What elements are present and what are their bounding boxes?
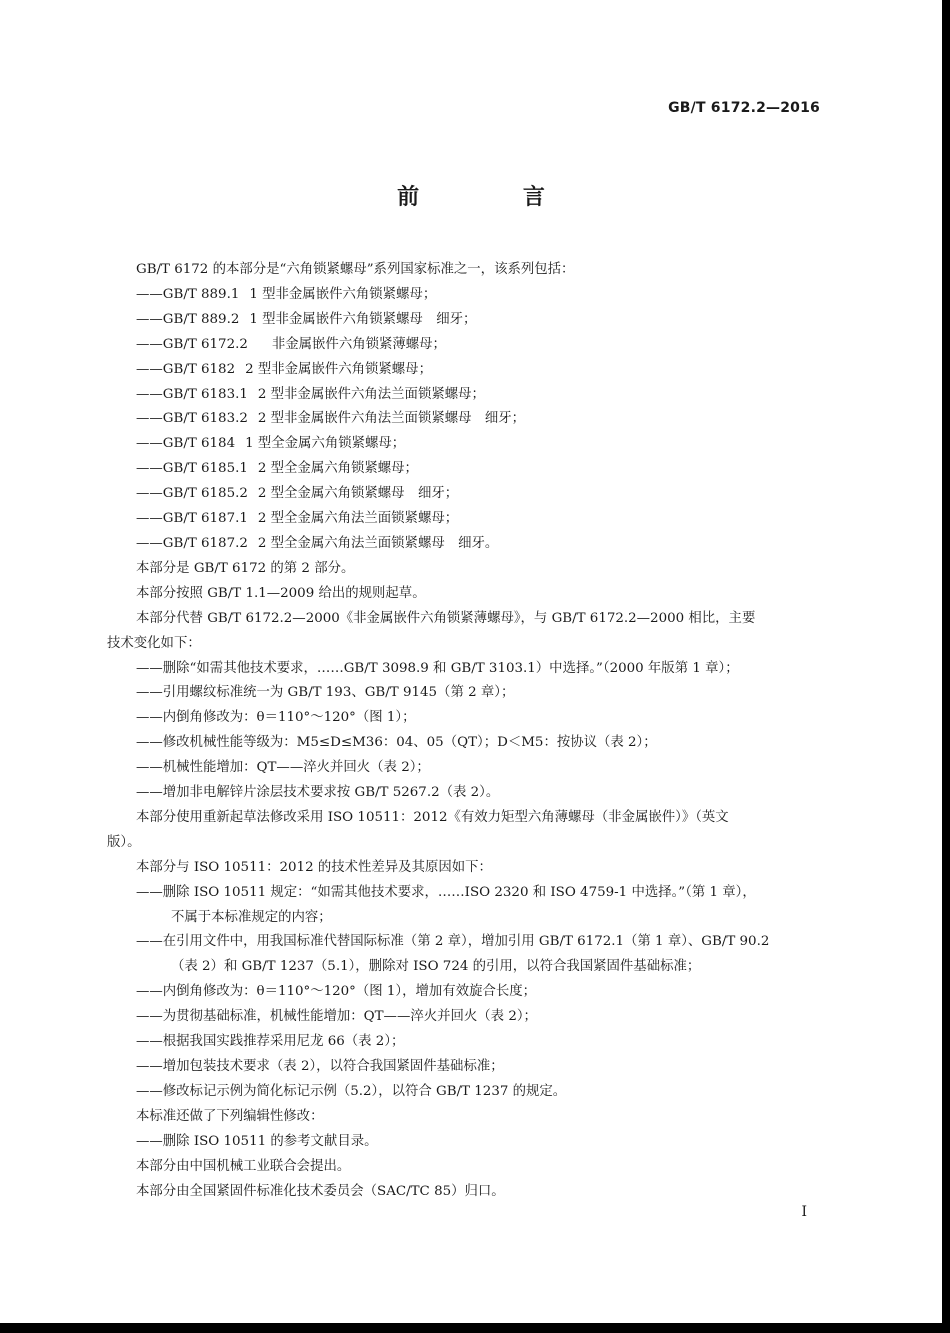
- list-item: ——在引用文件中，用我国标准代替国际标准（第 2 章），增加引用 GB/T 6172.1（第 1 章）、GB/T 90.2: [136, 934, 770, 950]
- list-item: ——GB/T 6185.2 2 型全金属六角锁紧螺母 细牙；: [136, 486, 459, 502]
- list-item: ——引用螺纹标准统一为 GB/T 193、GB/T 9145（第 2 章）；: [136, 685, 515, 701]
- standard-code: GB/T 6172.2—2016: [668, 100, 820, 116]
- list-item: ——增加包装技术要求（表 2），以符合我国紧固件基础标准；: [136, 1059, 504, 1074]
- list-item: ——GB/T 6183.1 2 型非金属嵌件六角法兰面锁紧螺母；: [136, 386, 485, 402]
- list-item: ——删除“如需其他技术要求，……GB/T 3098.9 和 GB/T 3103.1）中选择。”（2000 年版第 1 章）；: [136, 660, 739, 676]
- intro-paragraph: GB/T 6172 的本部分是“六角锁紧螺母”系列国家标准之一，该系列包括：: [136, 262, 575, 277]
- replaces-paragraph-line1: 本部分代替 GB/T 6172.2—2000《非金属嵌件六角锁紧薄螺母》，与 GB/T 6172.2—2000 相比，主要: [136, 610, 756, 626]
- list-item: ——增加非电解锌片涂层技术要求按 GB/T 5267.2（表 2）。: [136, 785, 500, 801]
- part-of-paragraph: 本部分是 GB/T 6172 的第 2 部分。: [136, 560, 355, 576]
- list-item: ——GB/T 889.1 1 型非金属嵌件六角锁紧螺母；: [136, 286, 437, 302]
- list-item: ——GB/T 6184 1 型全金属六角锁紧螺母；: [136, 436, 406, 452]
- list-item: ——GB/T 6182 2 型非金属嵌件六角锁紧螺母；: [136, 361, 432, 377]
- list-item: ——GB/T 6185.1 2 型全金属六角锁紧螺母；: [136, 461, 418, 477]
- list-item: ——根据我国实践推荐采用尼龙 66（表 2）；: [136, 1034, 405, 1050]
- list-item: ——GB/T 6183.2 2 型非金属嵌件六角法兰面锁紧螺母 细牙；: [136, 411, 526, 427]
- list-item: ——GB/T 889.2 1 型非金属嵌件六角锁紧螺母 细牙；: [136, 311, 477, 327]
- list-item: ——机械性能增加：QT——淬火并回火（表 2）；: [136, 760, 430, 776]
- list-item: ——GB/T 6172.2 非金属嵌件六角锁紧薄螺母；: [136, 336, 446, 352]
- page-title: 前 言: [397, 185, 593, 210]
- list-item: ——删除 ISO 10511 规定：“如需其他技术要求，……ISO 2320 和 ISO 4759-1 中选择。”（第 1 章），: [136, 884, 756, 900]
- iso-difference-intro: 本部分与 ISO 10511：2012 的技术性差异及其原因如下：: [136, 859, 492, 875]
- managed-by-paragraph: 本部分由全国紧固件标准化技术委员会（SAC/TC 85）归口。: [136, 1183, 505, 1199]
- replaces-paragraph-line2: 技术变化如下：: [107, 635, 201, 651]
- iso-adoption-line2: 版）。: [107, 834, 141, 850]
- iso-differences-list: [107, 881, 829, 1105]
- list-item-continuation: （表 2）和 GB/T 1237（5.1），删除对 ISO 724 的引用，以符合我国紧固件基础标准；: [171, 959, 701, 975]
- list-item-continuation: 不属于本标准规定的内容；: [171, 909, 332, 925]
- list-item: ——GB/T 6187.1 2 型全金属六角法兰面锁紧螺母；: [136, 511, 459, 527]
- changes-list: [107, 657, 829, 806]
- list-item: ——修改标记示例为简化标记示例（5.2），以符合 GB/T 1237 的规定。: [136, 1083, 567, 1099]
- page-number: I: [801, 1204, 807, 1220]
- list-item: ——GB/T 6187.2 2 型全金属六角法兰面锁紧螺母 细牙。: [136, 535, 499, 551]
- foreword-body: [107, 258, 829, 1204]
- list-item: ——为贯彻基础标准，机械性能增加：QT——淬火并回火（表 2）；: [136, 1009, 537, 1025]
- list-item: ——删除 ISO 10511 的参考文献目录。: [136, 1133, 378, 1149]
- series-list: [107, 283, 829, 557]
- iso-adoption-line1: 本部分使用重新起草法修改采用 ISO 10511：2012《有效力矩型六角薄螺母（非金属嵌件）》（英文: [136, 809, 729, 825]
- list-item: ——内倒角修改为：θ＝110°～120°（图 1）；: [136, 710, 416, 726]
- list-item: ——内倒角修改为：θ＝110°～120°（图 1），增加有效旋合长度；: [136, 984, 537, 1000]
- proposed-by-paragraph: 本部分由中国机械工业联合会提出。: [136, 1158, 351, 1174]
- drafting-rule-paragraph: 本部分按照 GB/T 1.1—2009 给出的规则起草。: [136, 585, 426, 601]
- list-item: ——修改机械性能等级为：M5≤D≤M36：04、05（QT）；D＜M5：按协议（表 2）；: [136, 735, 657, 751]
- editorial-intro: 本标准还做了下列编辑性修改：: [136, 1108, 324, 1124]
